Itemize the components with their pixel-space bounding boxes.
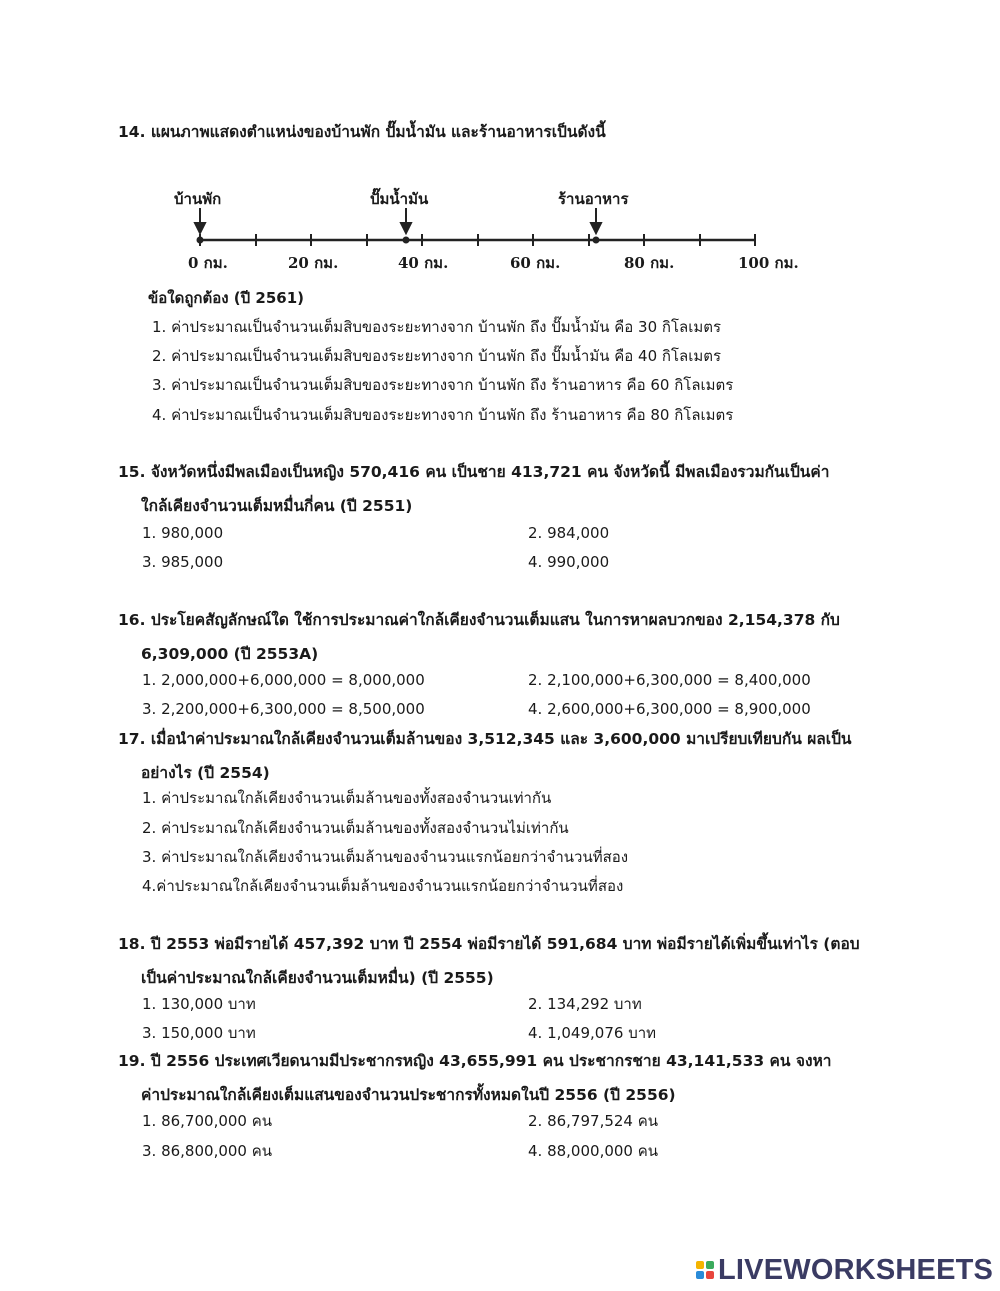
logo-text: LIVEWORKSHEETS — [718, 1253, 994, 1286]
q18-option-3[interactable]: 3. 150,000 บาท — [142, 1024, 256, 1042]
q14-option-2[interactable]: 2. ค่าประมาณเป็นจำนวนเต็มสิบของระยะทางจาก บ้านพัก ถึง ปั๊มน้ำมัน คือ 40 กิโลเมตร — [152, 347, 722, 365]
q16-line-2: 6,309,000 (ปี 2553A) — [141, 645, 319, 663]
home-arrowhead-icon — [195, 223, 205, 233]
q16-question — [118, 603, 888, 671]
q18-option-4[interactable]: 4. 1,049,076 บาท — [528, 1024, 657, 1042]
home-point — [197, 237, 204, 244]
restaurant-arrowhead-icon — [591, 223, 601, 233]
q19-line-2: ค่าประมาณใกล้เคียงเต็มแสนของจำนวนประชากรทั้งหมดในปี 2556 (ปี 2556) — [141, 1086, 676, 1104]
number-line-svg — [140, 165, 820, 300]
q17-line-1: 17. เมื่อนำค่าประมาณใกล้เคียงจำนวนเต็มล้านของ 3,512,345 และ 3,600,000 มาเปรียบเทียบกัน ผลเป็น — [118, 730, 852, 748]
q18-option-2[interactable]: 2. 134,292 บาท — [528, 995, 642, 1013]
q16-line-1: 16. ประโยคสัญลักษณ์ใด ใช้การประมาณค่าใกล้เคียงจำนวนเต็มแสน ในการหาผลบวกของ 2,154,378 กับ — [118, 611, 840, 629]
q19-option-3[interactable]: 3. 86,800,000 คน — [142, 1142, 273, 1160]
q17-option-2[interactable]: 2. ค่าประมาณใกล้เคียงจำนวนเต็มล้านของทั้งสองจำนวนไม่เท่ากัน — [142, 819, 569, 837]
q15-option-2[interactable]: 2. 984,000 — [528, 524, 610, 542]
q15-line-1: 15. จังหวัดหนึ่งมีพลเมืองเป็นหญิง 570,416 คน เป็นชาย 413,721 คน จังหวัดนี้ มีพลเมืองรวมกันเป็นค่า — [118, 463, 830, 481]
q18-question — [118, 927, 888, 995]
q16-option-4[interactable]: 4. 2,600,000+6,300,000 = 8,900,000 — [528, 700, 811, 718]
tick-label-60: 60 กม. — [510, 254, 561, 272]
label-restaurant: ร้านอาหาร — [558, 190, 629, 208]
q19-line-1: 19. ปี 2556 ประเทศเวียดนามมีประชากรหญิง 43,655,991 คน ประชากรชาย 43,141,533 คน จงหา — [118, 1052, 832, 1070]
q14-option-1[interactable]: 1. ค่าประมาณเป็นจำนวนเต็มสิบของระยะทางจาก บ้านพัก ถึง ปั๊มน้ำมัน คือ 30 กิโลเมตร — [152, 318, 722, 336]
tick-label-80: 80 กม. — [624, 254, 675, 272]
q15-question — [118, 455, 888, 523]
q15-option-1[interactable]: 1. 980,000 — [142, 524, 224, 542]
q14-option-3[interactable]: 3. ค่าประมาณเป็นจำนวนเต็มสิบของระยะทางจาก บ้านพัก ถึง ร้านอาหาร คือ 60 กิโลเมตร — [152, 376, 734, 394]
liveworksheets-logo — [696, 1250, 993, 1290]
label-gas-station: ปั๊มน้ำมัน — [370, 190, 429, 208]
q14-option-4[interactable]: 4. ค่าประมาณเป็นจำนวนเต็มสิบของระยะทางจาก บ้านพัก ถึง ร้านอาหาร คือ 80 กิโลเมตร — [152, 406, 734, 424]
q15-option-4[interactable]: 4. 990,000 — [528, 553, 610, 571]
tick-label-40: 40 กม. — [398, 254, 449, 272]
q17-line-2: อย่างไร (ปี 2554) — [141, 764, 270, 782]
q15-line-2: ใกล้เคียงจำนวนเต็มหมื่นกี่คน (ปี 2551) — [141, 497, 413, 515]
label-home: บ้านพัก — [174, 190, 222, 208]
q15-option-3[interactable]: 3. 985,000 — [142, 553, 224, 571]
q16-option-2[interactable]: 2. 2,100,000+6,300,000 = 8,400,000 — [528, 671, 811, 689]
q19-option-2[interactable]: 2. 86,797,524 คน — [528, 1112, 659, 1130]
tick-label-100: 100 กม. — [738, 254, 799, 272]
q14-title: 14. แผนภาพแสดงตำแหน่งของบ้านพัก ปั๊มน้ำมัน และร้านอาหารเป็นดังนี้ — [118, 123, 606, 141]
q17-option-1[interactable]: 1. ค่าประมาณใกล้เคียงจำนวนเต็มล้านของทั้งสองจำนวนเท่ากัน — [142, 789, 552, 807]
q17-option-4[interactable]: 4.ค่าประมาณใกล้เคียงจำนวนเต็มล้านของจำนวนแรกน้อยกว่าจำนวนที่สอง — [142, 877, 624, 895]
q14-subtitle: ข้อใดถูกต้อง (ปี 2561) — [148, 289, 304, 307]
q18-line-2: เป็นค่าประมาณใกล้เคียงจำนวนเต็มหมื่น) (ปี 2555) — [141, 969, 494, 987]
restaurant-point — [593, 237, 600, 244]
q19-option-1[interactable]: 1. 86,700,000 คน — [142, 1112, 273, 1130]
q16-option-1[interactable]: 1. 2,000,000+6,000,000 = 8,000,000 — [142, 671, 425, 689]
q16-option-3[interactable]: 3. 2,200,000+6,300,000 = 8,500,000 — [142, 700, 425, 718]
tick-label-0: 0 กม. — [188, 254, 228, 272]
q19-question — [118, 1044, 888, 1112]
q18-option-1[interactable]: 1. 130,000 บาท — [142, 995, 256, 1013]
q17-option-3[interactable]: 3. ค่าประมาณใกล้เคียงจำนวนเต็มล้านของจำนวนแรกน้อยกว่าจำนวนที่สอง — [142, 848, 629, 866]
gas-arrowhead-icon — [401, 223, 411, 233]
q17-question — [118, 722, 888, 790]
tick-label-20: 20 กม. — [288, 254, 339, 272]
q18-line-1: 18. ปี 2553 พ่อมีรายได้ 457,392 บาท ปี 2554 พ่อมีรายได้ 591,684 บาท พ่อมีรายได้เพิ่มขึ้นเท่าไร (ตอบ — [118, 935, 860, 953]
gas-station-point — [403, 237, 410, 244]
number-line-diagram — [140, 165, 820, 300]
logo-blocks-icon — [696, 1261, 714, 1279]
q19-option-4[interactable]: 4. 88,000,000 คน — [528, 1142, 659, 1160]
